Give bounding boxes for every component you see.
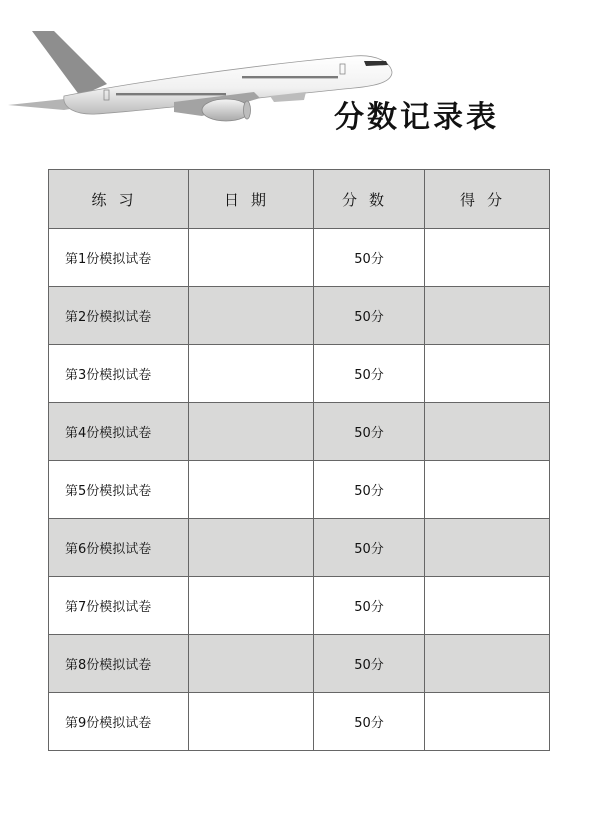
points-cell: 50分 — [314, 461, 425, 519]
points-cell: 50分 — [314, 287, 425, 345]
date-cell[interactable] — [189, 461, 314, 519]
practice-cell: 第7份模拟试卷 — [49, 577, 189, 635]
score-cell[interactable] — [425, 403, 550, 461]
table-row — [49, 403, 550, 461]
header-practice: 练习 — [49, 170, 189, 229]
page-title: 分数记录表 — [334, 100, 499, 135]
header-score: 得分 — [425, 170, 550, 229]
date-cell[interactable] — [189, 693, 314, 751]
score-cell[interactable] — [425, 345, 550, 403]
score-cell[interactable] — [425, 461, 550, 519]
points-cell: 50分 — [314, 693, 425, 751]
date-cell[interactable] — [189, 577, 314, 635]
date-cell[interactable] — [189, 345, 314, 403]
practice-cell: 第2份模拟试卷 — [49, 287, 189, 345]
table-row — [49, 461, 550, 519]
practice-cell: 第4份模拟试卷 — [49, 403, 189, 461]
table-row — [49, 693, 550, 751]
date-cell[interactable] — [189, 403, 314, 461]
table-row — [49, 519, 550, 577]
practice-cell: 第3份模拟试卷 — [49, 345, 189, 403]
header-points: 分数 — [314, 170, 425, 229]
score-table — [48, 169, 550, 751]
table-row — [49, 635, 550, 693]
date-cell[interactable] — [189, 229, 314, 287]
score-cell[interactable] — [425, 577, 550, 635]
practice-cell: 第6份模拟试卷 — [49, 519, 189, 577]
date-cell[interactable] — [189, 635, 314, 693]
table-row — [49, 287, 550, 345]
practice-cell: 第5份模拟试卷 — [49, 461, 189, 519]
table-row — [49, 345, 550, 403]
score-cell[interactable] — [425, 635, 550, 693]
score-cell[interactable] — [425, 287, 550, 345]
table-row — [49, 229, 550, 287]
points-cell: 50分 — [314, 345, 425, 403]
points-cell: 50分 — [314, 577, 425, 635]
date-cell[interactable] — [189, 519, 314, 577]
points-cell: 50分 — [314, 519, 425, 577]
score-cell[interactable] — [425, 229, 550, 287]
table-row — [49, 577, 550, 635]
points-cell: 50分 — [314, 403, 425, 461]
date-cell[interactable] — [189, 287, 314, 345]
score-cell[interactable] — [425, 693, 550, 751]
score-cell[interactable] — [425, 519, 550, 577]
header-date: 日期 — [189, 170, 314, 229]
points-cell: 50分 — [314, 229, 425, 287]
practice-cell: 第9份模拟试卷 — [49, 693, 189, 751]
practice-cell: 第1份模拟试卷 — [49, 229, 189, 287]
points-cell: 50分 — [314, 635, 425, 693]
practice-cell: 第8份模拟试卷 — [49, 635, 189, 693]
table-header-row — [49, 170, 550, 229]
